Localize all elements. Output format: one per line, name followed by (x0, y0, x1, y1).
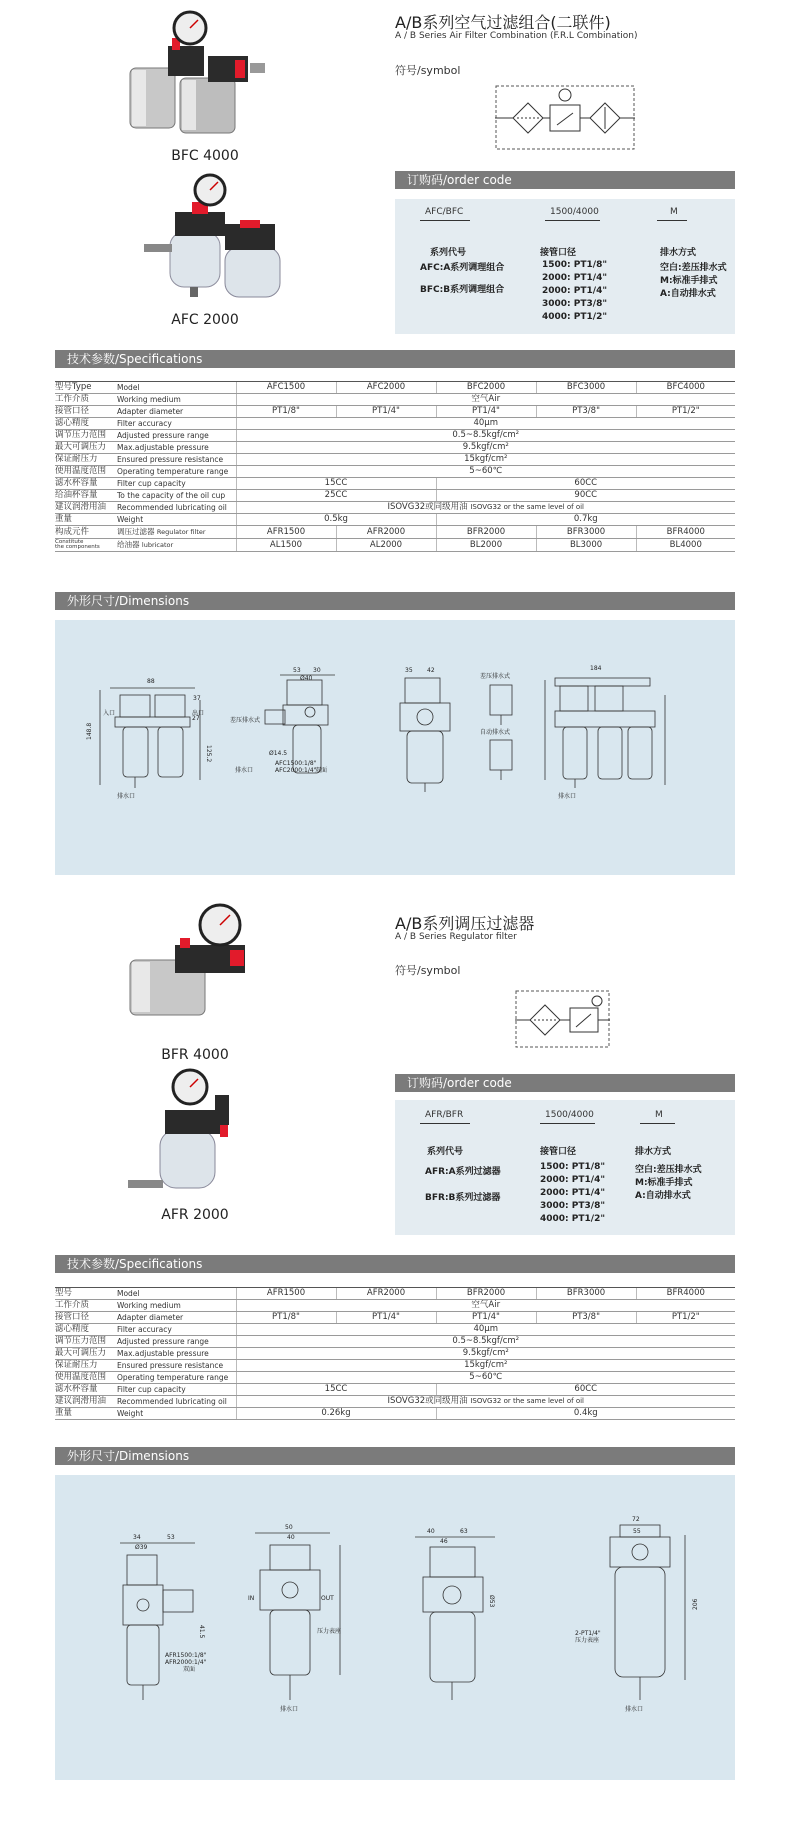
drain-item: 空白:差压排水式 (635, 1165, 702, 1175)
cell-value: PT1/4" (336, 1312, 436, 1324)
dim-label: 72 (632, 1516, 640, 1523)
order-code-box (395, 1100, 735, 1235)
series-item: BFC:B系列调理组合 (420, 285, 505, 295)
cell-label: Adapter diameter (115, 406, 236, 418)
dim-label: 35 (405, 667, 413, 674)
table-row (55, 1312, 735, 1324)
drain-label: 排水口 (235, 767, 254, 774)
cell-value: PT3/8" (536, 1312, 636, 1324)
cell-label: 调节压力范围 (55, 430, 115, 442)
port-title: 接管口径 (540, 248, 577, 258)
auto-label: 自动排水式 (480, 729, 511, 736)
dimensions-header: 外形尺寸/Dimensions (55, 1447, 735, 1465)
cell-label: 构成元件 (55, 526, 115, 539)
cell-value: BFR4000 (636, 1288, 735, 1300)
oil-cn: ISOVG32或同级用油 (387, 502, 468, 512)
table-row (55, 539, 735, 552)
oil-en: ISOVG32 or the same level of oil (470, 1397, 584, 1405)
cell-value: AL1500 (236, 539, 336, 552)
bfc4000-product-image (120, 8, 300, 143)
cell-label: Filter cup capacity (115, 1384, 236, 1396)
cell-value: 15kgf/cm² (236, 454, 735, 466)
regulator-filter-symbol-diagram (515, 990, 610, 1048)
cell-label: Model (115, 1288, 236, 1300)
dim-label: 27 (192, 715, 200, 722)
dim-label: 88 (147, 678, 155, 685)
dim-label: 206 (692, 1598, 699, 1610)
table-row (55, 1288, 735, 1300)
comp-en1: Constitute (55, 538, 84, 545)
cell-label: 最大可调压力 (55, 1348, 115, 1360)
drain-item: 空白:差压排水式 (660, 263, 727, 273)
cell-value: 40μm (236, 1324, 735, 1336)
dim-label: 30 (313, 667, 321, 674)
spec-table (55, 381, 735, 552)
cell-value: 25CC (236, 490, 436, 502)
table-row (55, 442, 735, 454)
table-row (55, 1324, 735, 1336)
cell-label: 工作介质 (55, 394, 115, 406)
port-item: 3000: PT3/8" (540, 1201, 606, 1211)
cell-value: BFC3000 (536, 382, 636, 394)
cell-value: PT3/8" (536, 406, 636, 418)
cell-label: Filter cup capacity (115, 478, 236, 490)
table-row (55, 1360, 735, 1372)
cell-value: 空气Air (236, 394, 735, 406)
drain-item: M:标准手排式 (635, 1178, 693, 1188)
cell-label: Operating temperature range (115, 466, 236, 478)
cell-label: 给油杯容量 (55, 490, 115, 502)
drain-label: 排水口 (625, 1706, 644, 1713)
cell-value: PT1/4" (436, 406, 536, 418)
drain-code: M (670, 207, 678, 217)
table-row (55, 1384, 735, 1396)
table-row (55, 514, 735, 526)
cell-label: Working medium (115, 394, 236, 406)
double-label: 双面 (315, 767, 328, 774)
out-label: OUT (321, 1595, 334, 1602)
drain-label: 排水口 (117, 793, 136, 800)
dim-label: 53 (293, 667, 301, 674)
dimension-drawings (55, 620, 735, 875)
dim-label: 40 (427, 1528, 435, 1535)
cell-label: 滤水杯容量 (55, 478, 115, 490)
cell-value: 0.5~8.5kgf/cm² (236, 430, 735, 442)
section-title: A/B系列调压过滤器 (395, 914, 535, 933)
dim-label: 41.5 (198, 1625, 205, 1639)
port-note: AFC1500:1/8" (275, 760, 317, 767)
dim-label: Ø53 (488, 1595, 495, 1608)
series-item: BFR:B系列过滤器 (425, 1193, 501, 1203)
table-row (55, 406, 735, 418)
cell-value: BFC4000 (636, 382, 735, 394)
cell-label: 重量 (55, 1408, 115, 1420)
cell-value: 0.7kg (436, 514, 735, 526)
port-item: 4000: PT1/2" (542, 312, 608, 322)
bfr4000-product-image (120, 900, 270, 1025)
table-row (55, 418, 735, 430)
port-item: 1500: PT1/8" (542, 260, 608, 270)
cell-value: AFR1500 (236, 526, 336, 539)
product-caption: AFC 2000 (171, 312, 239, 328)
table-row (55, 394, 735, 406)
cell-label: 工作介质 (55, 1300, 115, 1312)
cell-value: 60CC (436, 478, 735, 490)
port-item: 2000: PT1/4" (540, 1188, 606, 1198)
lub-en: lubricator (141, 541, 174, 549)
cell-label: 型号 (55, 1288, 115, 1300)
cell-value: 15CC (236, 478, 436, 490)
cell-value: BL2000 (436, 539, 536, 552)
drain-title: 排水方式 (660, 248, 697, 258)
cell-label: Operating temperature range (115, 1372, 236, 1384)
cell-value: 60CC (436, 1384, 735, 1396)
table-row (55, 466, 735, 478)
spec-header: 技术参数/Specifications (55, 350, 735, 368)
in-label: 入口 (103, 710, 116, 717)
port-note: AFC2000:1/4" (275, 767, 317, 774)
cell-value: 15kgf/cm² (236, 1360, 735, 1372)
series-item: AFR:A系列过滤器 (425, 1167, 501, 1177)
table-row (55, 454, 735, 466)
cell-value: 0.4kg (436, 1408, 735, 1420)
cell-label: Adjusted pressure range (115, 1336, 236, 1348)
cell-label: 调节压力范围 (55, 1336, 115, 1348)
cell-value: 15CC (236, 1384, 436, 1396)
cell-value: 40μm (236, 418, 735, 430)
order-code-header: 订购码/order code (395, 1074, 735, 1092)
cell-label: Adjusted pressure range (115, 430, 236, 442)
dim-label: Ø40 (300, 675, 313, 682)
cell-label: 建议润滑用油 (55, 1396, 115, 1408)
drain-code: M (655, 1110, 663, 1120)
port-item: 1500: PT1/8" (540, 1162, 606, 1172)
cell-value: PT1/2" (636, 406, 735, 418)
cell-value: BL4000 (636, 539, 735, 552)
port-note: AFR1500:1/8" (165, 1652, 207, 1659)
table-row (55, 1336, 735, 1348)
table-row (55, 1300, 735, 1312)
table-row (55, 502, 735, 514)
cell-label: 滤心精度 (55, 1324, 115, 1336)
drain-label: 排水口 (280, 1706, 299, 1713)
cell-value: AFR1500 (236, 1288, 336, 1300)
cell-value: BFR2000 (436, 1288, 536, 1300)
cell-label: 保证耐压力 (55, 1360, 115, 1372)
cell-label: 型号Type (55, 382, 115, 394)
lub-cn: 给油器 (117, 540, 140, 549)
cell-value: 90CC (436, 490, 735, 502)
cell-value (236, 1396, 735, 1408)
cell-value: 0.5~8.5kgf/cm² (236, 1336, 735, 1348)
port-note: AFR2000:1/4" (165, 1659, 207, 1666)
afr2000-product-image (120, 1065, 270, 1205)
table-row (55, 490, 735, 502)
product-caption: AFR 2000 (161, 1207, 229, 1223)
diff-label: 差压排水式 (230, 717, 261, 724)
dimensions-header: 外形尺寸/Dimensions (55, 592, 735, 610)
dim-label: 63 (460, 1528, 468, 1535)
size-code: 1500/4000 (550, 207, 599, 217)
order-code-header: 订购码/order code (395, 171, 735, 189)
cell-label: 使用温度范围 (55, 466, 115, 478)
series-title: 系列代号 (430, 248, 467, 258)
reg-en: Regulator filter (156, 528, 206, 536)
cell-label: 使用温度范围 (55, 1372, 115, 1384)
comp-en2: the components (55, 544, 100, 550)
drain-item: A:自动排水式 (635, 1191, 691, 1201)
cell-label: Recommended lubricating oil (115, 502, 236, 514)
dimension-drawings (55, 1475, 735, 1780)
cell-label: 最大可调压力 (55, 442, 115, 454)
cell-label: 建议润滑用油 (55, 502, 115, 514)
spec-header: 技术参数/Specifications (55, 1255, 735, 1273)
cell-label: Working medium (115, 1300, 236, 1312)
cell-value: AL2000 (336, 539, 436, 552)
port-item: 2000: PT1/4" (542, 273, 608, 283)
oil-cn: ISOVG32或同级用油 (387, 1396, 468, 1406)
gauge-port-label: 2-PT1/4" (575, 1630, 601, 1637)
order-code-box (395, 199, 735, 334)
cell-value: PT1/4" (336, 406, 436, 418)
cell-label: Recommended lubricating oil (115, 1396, 236, 1408)
cell-value: PT1/2" (636, 1312, 735, 1324)
cell-label: Ensured pressure resistance (115, 454, 236, 466)
table-row (55, 478, 735, 490)
cell-label: Max.adjustable pressure (115, 1348, 236, 1360)
gauge-label: 压力表座 (317, 1628, 342, 1635)
cell-value: BFC2000 (436, 382, 536, 394)
frl-symbol-diagram (495, 85, 635, 150)
cell-label: 重量 (55, 514, 115, 526)
cell-label: 接管口径 (55, 1312, 115, 1324)
cell-value: AFC1500 (236, 382, 336, 394)
port-item: 2000: PT1/4" (542, 286, 608, 296)
product-caption: BFR 4000 (161, 1047, 229, 1063)
drain-title: 排水方式 (635, 1147, 672, 1157)
cell-value: AFR2000 (336, 526, 436, 539)
cell-label: Filter accuracy (115, 418, 236, 430)
cell-value: AFR2000 (336, 1288, 436, 1300)
afc2000-product-image (130, 172, 310, 312)
dim-label: 148.8 (86, 722, 93, 740)
cell-label: 接管口径 (55, 406, 115, 418)
drain-label: 排水口 (558, 793, 577, 800)
symbol-label: 符号/symbol (395, 964, 461, 977)
section-subtitle: A / B Series Air Filter Combination (F.R.L Combination) (395, 31, 638, 41)
dimensions-drawing-box (55, 1475, 735, 1780)
cell-value: 5~60℃ (236, 1372, 735, 1384)
cell-value: BL3000 (536, 539, 636, 552)
cell-value: 9.5kgf/cm² (236, 442, 735, 454)
cell-value: AFC2000 (336, 382, 436, 394)
cell-value: 空气Air (236, 1300, 735, 1312)
drain-item: A:自动排水式 (660, 289, 716, 299)
double-label: 双面 (183, 1666, 196, 1673)
symbol-label: 符号/symbol (395, 64, 461, 77)
dim-label: Ø39 (135, 1544, 148, 1551)
cell-value (236, 502, 735, 514)
cell-value: 9.5kgf/cm² (236, 1348, 735, 1360)
product-caption: BFC 4000 (171, 148, 239, 164)
dim-label: 50 (285, 1524, 293, 1531)
section-subtitle: A / B Series Regulator filter (395, 932, 517, 942)
out-label: 出口 (192, 710, 205, 717)
table-row (55, 1396, 735, 1408)
cell-value: BFR4000 (636, 526, 735, 539)
table-row (55, 1372, 735, 1384)
port-item: 2000: PT1/4" (540, 1175, 606, 1185)
cell-label: 滤水杯容量 (55, 1384, 115, 1396)
cell-value: PT1/8" (236, 1312, 336, 1324)
cell-label: Max.adjustable pressure (115, 442, 236, 454)
series-title: 系列代号 (427, 1147, 464, 1157)
dim-label: 34 (133, 1534, 141, 1541)
port-item: 4000: PT1/2" (540, 1214, 606, 1224)
series-item: AFC:A系列调理组合 (420, 263, 505, 273)
table-row (55, 526, 735, 539)
cell-label: 滤心精度 (55, 418, 115, 430)
cell-value: BFR2000 (436, 526, 536, 539)
dim-label: 37 (193, 695, 201, 702)
port-title: 接管口径 (540, 1147, 577, 1157)
cell-label: Weight (115, 1408, 236, 1420)
cell-value: BFR3000 (536, 1288, 636, 1300)
table-row (55, 430, 735, 442)
table-row (55, 1408, 735, 1420)
cell-value: PT1/4" (436, 1312, 536, 1324)
cell-label: Model (115, 382, 236, 394)
drain-item: M:标准手排式 (660, 276, 718, 286)
gauge-label: 压力表座 (575, 1637, 600, 1644)
dim-label: 55 (633, 1528, 641, 1535)
cell-value: PT1/8" (236, 406, 336, 418)
cell-label (115, 526, 236, 539)
dim-label: 184 (590, 665, 602, 672)
dimensions-drawing-box (55, 620, 735, 875)
table-row (55, 382, 735, 394)
cell-label: Filter accuracy (115, 1324, 236, 1336)
dim-label: 46 (440, 1538, 448, 1545)
series-code: AFR/BFR (425, 1110, 464, 1120)
cell-label: Ensured pressure resistance (115, 1360, 236, 1372)
port-item: 3000: PT3/8" (542, 299, 608, 309)
dim-label: 40 (287, 1534, 295, 1541)
reg-cn: 调压过滤器 (117, 527, 155, 536)
cell-value: 5~60℃ (236, 466, 735, 478)
cell-label (55, 539, 115, 552)
section-title: A/B系列空气过滤组合(二联件) (395, 13, 611, 32)
cell-value: 0.26kg (236, 1408, 436, 1420)
diff-label: 差压排水式 (480, 673, 511, 680)
dim-label: 53 (167, 1534, 175, 1541)
in-label: IN (248, 1595, 255, 1602)
cell-label (115, 539, 236, 552)
cell-value: BFR3000 (536, 526, 636, 539)
cell-label: 保证耐压力 (55, 454, 115, 466)
dim-label: Ø14.5 (269, 750, 288, 757)
dim-label: 125.2 (205, 745, 212, 763)
cell-label: Weight (115, 514, 236, 526)
cell-label: Adapter diameter (115, 1312, 236, 1324)
series-code: AFC/BFC (425, 207, 464, 217)
cell-label: To the capacity of the oil cup (115, 490, 236, 502)
cell-value: 0.5kg (236, 514, 436, 526)
table-row (55, 1348, 735, 1360)
oil-en: ISOVG32 or the same level of oil (470, 503, 584, 511)
size-code: 1500/4000 (545, 1110, 594, 1120)
spec-table (55, 1287, 735, 1420)
dim-label: 42 (427, 667, 435, 674)
